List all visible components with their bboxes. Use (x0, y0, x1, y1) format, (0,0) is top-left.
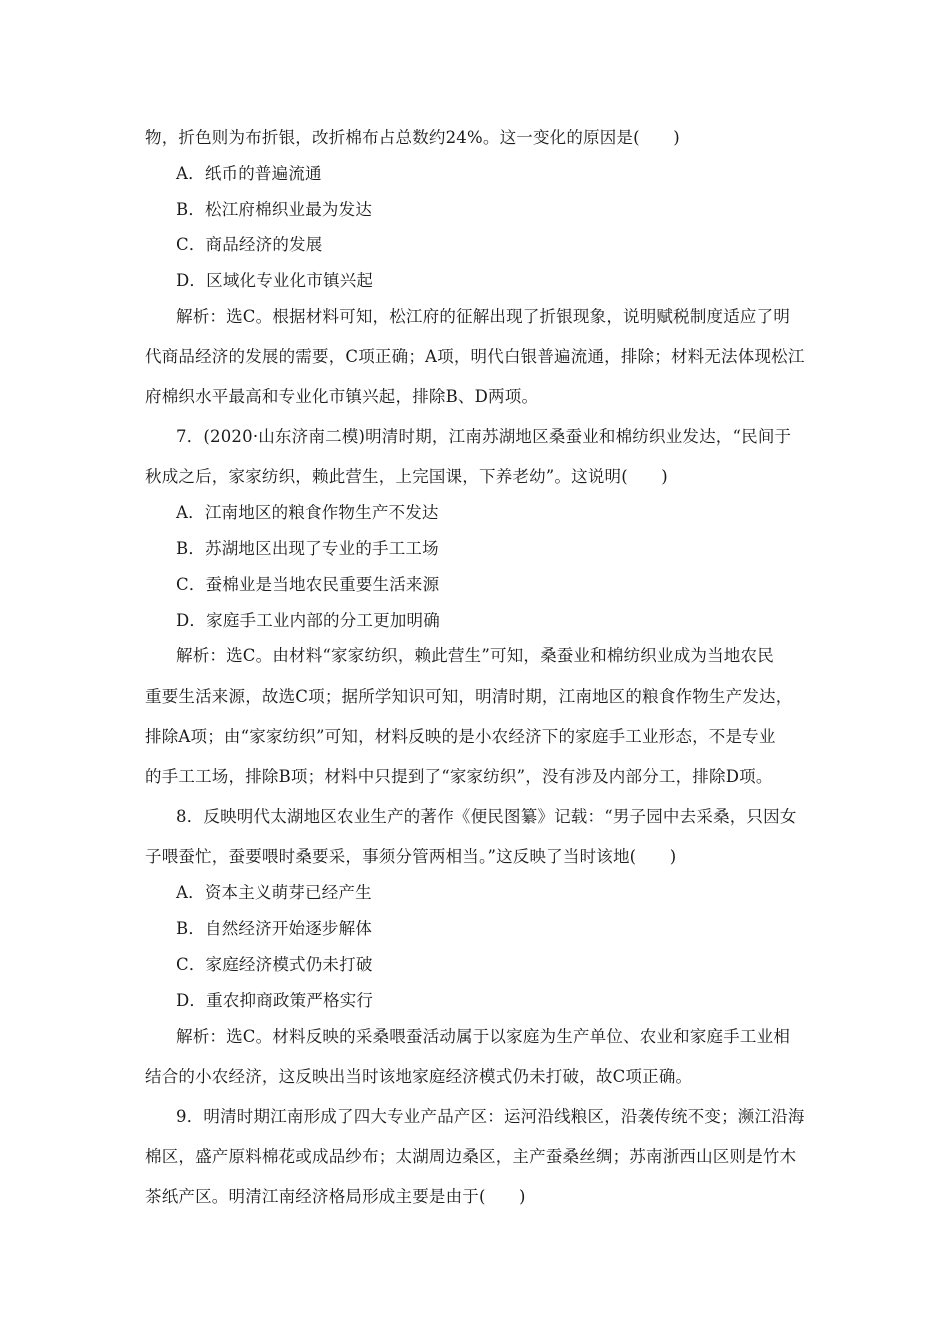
question-8-option-b: B．自然经济开始逐步解体 (176, 919, 373, 938)
question-6-analysis-line: 代商品经济的发展的需要，C项正确；A项，明代白银普遍流通，排除；材料无法体现松江 (145, 347, 805, 366)
question-8-option-d: D．重农抑商政策严格实行 (176, 991, 374, 1010)
question-6-option-a: A．纸币的普遍流通 (176, 164, 322, 183)
question-7-analysis-line: 的手工工场，排除B项；材料中只提到了“家家纺织”，没有涉及内部分工，排除D项。 (145, 767, 773, 786)
question-8-stem-line: 8．反映明代太湖地区农业生产的著作《便民图纂》记载：“男子园中去采桑，只因女 (176, 807, 797, 826)
question-7-option-d: D．家庭手工业内部的分工更加明确 (176, 611, 440, 630)
question-8-stem-line: 子喂蚕忙，蚕要喂时桑要采，事须分管两相当。”这反映了当时该地( ) (145, 847, 677, 866)
question-8-option-c: C．家庭经济模式仍未打破 (176, 955, 373, 974)
question-8-analysis-line: 结合的小农经济，这反映出当时该地家庭经济模式仍未打破，故C项正确。 (145, 1067, 693, 1086)
question-6-stem: 物，折色则为布折银，改折棉布占总数约24%。这一变化的原因是( ) (145, 128, 680, 147)
question-8-option-a: A．资本主义萌芽已经产生 (176, 883, 372, 902)
question-6-option-d: D．区域化专业化市镇兴起 (176, 271, 374, 290)
question-6-option-b: B．松江府棉织业最为发达 (176, 200, 373, 219)
question-7-stem-line: 秋成之后，家家纺织，赖此营生，上完国课，下养老幼”。这说明( ) (145, 467, 668, 486)
question-7-analysis-line: 排除A项；由“家家纺织”可知，材料反映的是小农经济下的家庭手工业形态，不是专业 (145, 727, 776, 746)
question-6-analysis-line: 府棉织水平最高和专业化市镇兴起，排除B、D两项。 (145, 387, 539, 406)
question-7-analysis-line: 重要生活来源，故选C项；据所学知识可知，明清时期，江南地区的粮食作物生产发达， (145, 687, 793, 706)
question-7-option-b: B．苏湖地区出现了专业的手工工场 (176, 539, 439, 558)
question-7-stem-line: 7．(2020·山东济南二模)明清时期，江南苏湖地区桑蚕业和棉纺织业发达，“民间于 (176, 427, 792, 446)
question-7-option-c: C．蚕棉业是当地农民重要生活来源 (176, 575, 440, 594)
question-8-analysis-line: 解析：选C。材料反映的采桑喂蚕活动属于以家庭为生产单位、农业和家庭手工业相 (176, 1027, 791, 1046)
question-6-analysis-line: 解析：选C。根据材料可知，松江府的征解出现了折银现象，说明赋税制度适应了明 (176, 307, 791, 326)
question-6-option-c: C．商品经济的发展 (176, 235, 323, 254)
question-9-stem-line: 茶纸产区。明清江南经济格局形成主要是由于( ) (145, 1187, 526, 1206)
question-9-stem-line: 棉区，盛产原料棉花或成品纱布；太湖周边桑区，主产蚕桑丝绸；苏南浙西山区则是竹木 (145, 1147, 797, 1166)
question-7-option-a: A．江南地区的粮食作物生产不发达 (176, 503, 439, 522)
question-7-analysis-line: 解析：选C。由材料“家家纺织，赖此营生”可知，桑蚕业和棉纺织业成为当地农民 (176, 646, 774, 665)
question-9-stem-line: 9．明清时期江南形成了四大专业产品产区：运河沿线粮区，沿袭传统不变；濒江沿海 (176, 1107, 805, 1126)
